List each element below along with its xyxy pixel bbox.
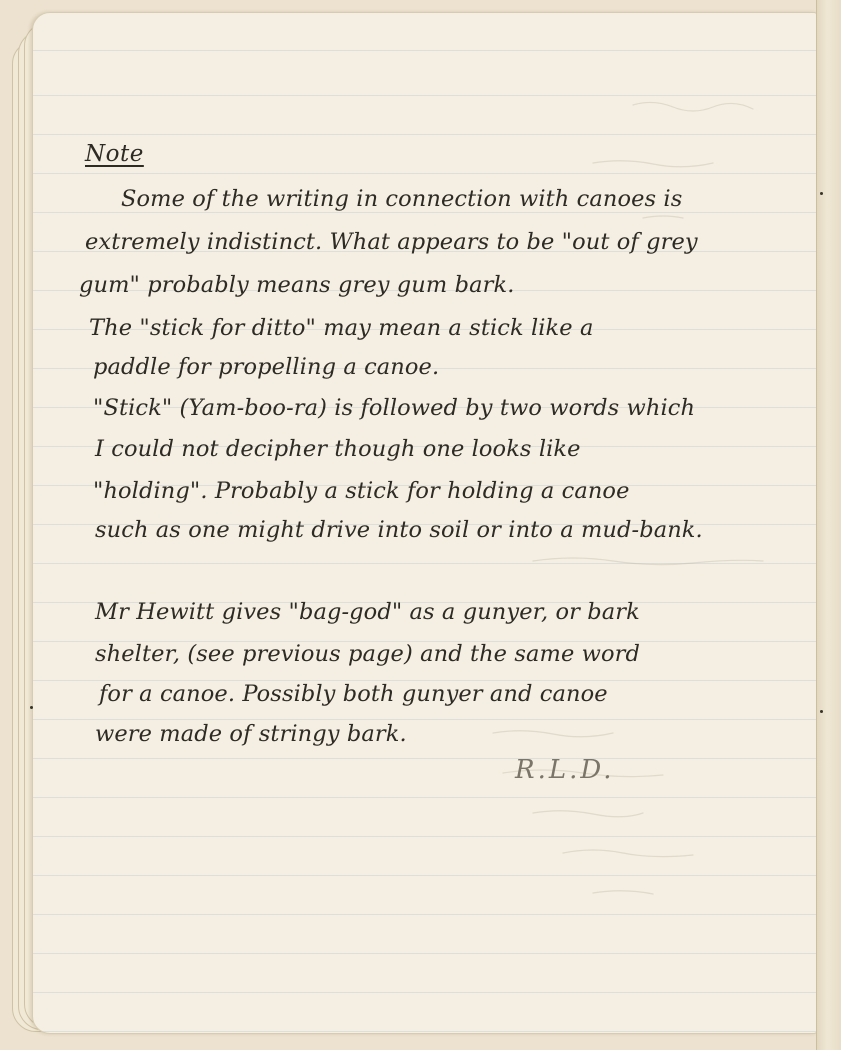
note-line: gum" probably means grey gum bark. bbox=[79, 272, 515, 298]
note-line: paddle for propelling a canoe. bbox=[93, 354, 440, 380]
note-line: "Stick" (Yam-boo-ra) is followed by two words which bbox=[93, 395, 696, 421]
note-line: The "stick for ditto" may mean a stick like a bbox=[89, 315, 594, 341]
note-line: were made of stringy bark. bbox=[95, 721, 407, 747]
binding-hole bbox=[820, 192, 823, 195]
note-line: I could not decipher though one looks like bbox=[95, 436, 581, 462]
note-line: "holding". Probably a stick for holding a canoe bbox=[93, 478, 630, 504]
note-line: Some of the writing in connection with canoes is bbox=[121, 186, 683, 212]
note-line: extremely indistinct. What appears to be "out of grey bbox=[85, 229, 698, 255]
note-text bbox=[33, 13, 817, 1033]
note-line: such as one might drive into soil or into a mud-bank. bbox=[95, 517, 703, 543]
note-line: shelter, (see previous page) and the same word bbox=[95, 641, 640, 667]
binding-hole bbox=[30, 706, 33, 709]
signature-initials: R.L.D. bbox=[515, 755, 615, 785]
notebook-page bbox=[32, 12, 818, 1034]
note-line: Mr Hewitt gives "bag-god" as a gunyer, or bark bbox=[95, 599, 640, 625]
binding-hole bbox=[820, 710, 823, 713]
note-line: for a canoe. Possibly both gunyer and canoe bbox=[99, 681, 608, 707]
binding-edge bbox=[816, 0, 841, 1050]
note-heading: Note bbox=[85, 141, 144, 167]
